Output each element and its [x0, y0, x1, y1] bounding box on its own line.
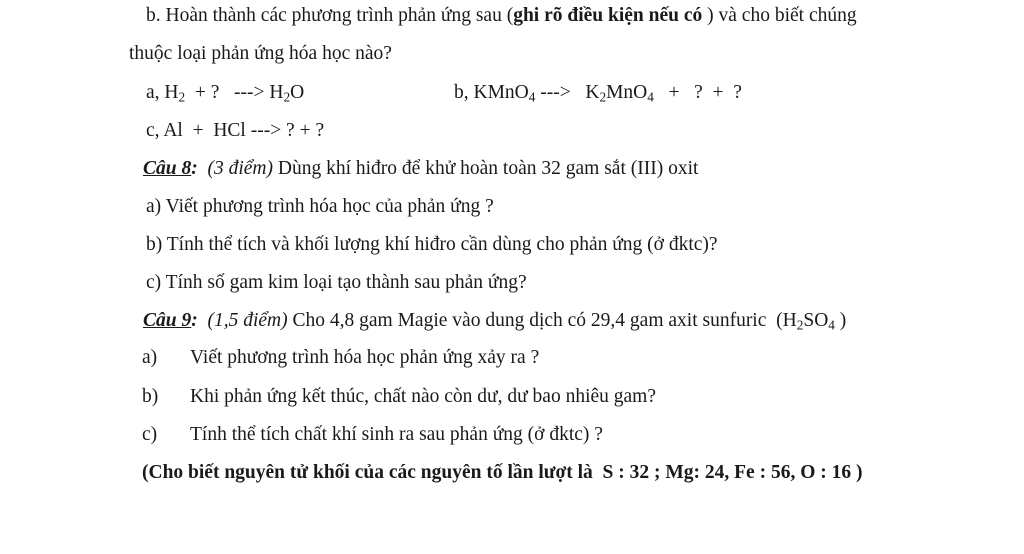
cau9-item-a [142, 346, 539, 370]
part-b-intro-line2: thuộc loại phản ứng hóa học nào? [129, 43, 392, 64]
cau8-colon: : [191, 158, 198, 179]
cau8-heading [143, 157, 698, 181]
cau9-item-c-label: c) [142, 424, 158, 445]
cau9-item-a-text: Viết phương trình hóa học phản ứng xảy ra ? [190, 347, 540, 368]
cau9-label: Câu 9 [143, 310, 192, 331]
cau8-item-c: c) Tính số gam kim loại tạo thành sau phản ứng? [146, 272, 527, 293]
equation-b [454, 81, 742, 105]
cau9-item-a-label: a) [142, 347, 158, 368]
equation-c: c, Al + HCl ---> ? + ? [146, 120, 325, 141]
eq-b-sub2: 2 [599, 89, 607, 105]
cau9-text: Cho 4,8 gam Magie vào dung dịch có 29,4 gam axit sunfuric (H [287, 310, 797, 331]
cau9-points: (1,5 điểm) [207, 310, 288, 331]
part-b-intro [146, 4, 857, 28]
eq-a-mid: + ? ---> H [185, 82, 284, 103]
cau9-sub1: 2 [796, 317, 804, 333]
cau9-item-c-text: Tính thể tích chất khí sinh ra sau phản ứng (ở đktc) ? [190, 424, 603, 445]
eq-b-sub3: 4 [647, 89, 654, 105]
atomic-mass-note: (Cho biết nguyên tử khối của các nguyên tố lần lượt là S : 32 ; Mg: 24, Fe : 56, O : 16 ) [142, 462, 863, 483]
cau9-item-b [142, 385, 656, 409]
cau8-text: Dùng khí hiđro để khử hoàn toàn 32 gam sắt (III) oxit [273, 158, 699, 179]
eq-b-mid: ---> K [535, 82, 600, 103]
eq-b-mid2: MnO [606, 82, 648, 103]
cau8-item-b: b) Tính thể tích và khối lượng khí hiđro cần dùng cho phản ứng (ở đktc)? [146, 234, 718, 255]
cau9-item-c [142, 423, 603, 447]
cau9-item-b-label: b) [142, 386, 159, 407]
eq-a-prefix: a, H [146, 82, 179, 103]
cau8-points: (3 điểm) [207, 158, 274, 179]
cau8-label: Câu 8 [143, 158, 192, 179]
cau9-colon: : [191, 310, 198, 331]
cau8-item-a: a) Viết phương trình hóa học của phản ứng ? [146, 196, 494, 217]
eq-a-sub1: 2 [178, 89, 186, 105]
eq-a-sub2: 2 [283, 89, 291, 105]
eq-a-suffix: O [290, 82, 305, 103]
eq-b-sub1: 4 [528, 89, 536, 105]
part-b-intro-pre: b. Hoàn thành các phương trình phản ứng sau ( [146, 5, 514, 26]
equation-a [146, 81, 304, 105]
cau9-text3: ) [834, 310, 847, 331]
cau9-text2: SO [803, 310, 829, 331]
cau9-item-b-text: Khi phản ứng kết thúc, chất nào còn dư, dư bao nhiêu gam? [190, 386, 657, 407]
cau9-heading [143, 309, 846, 333]
part-b-intro-bold: ghi rõ điều kiện nếu có [513, 5, 703, 26]
eq-b-suffix: + ? + ? [653, 82, 742, 103]
part-b-intro-post: ) và cho biết chúng [702, 5, 857, 26]
cau9-sub2: 4 [828, 317, 835, 333]
eq-b-prefix: b, KMnO [454, 82, 529, 103]
